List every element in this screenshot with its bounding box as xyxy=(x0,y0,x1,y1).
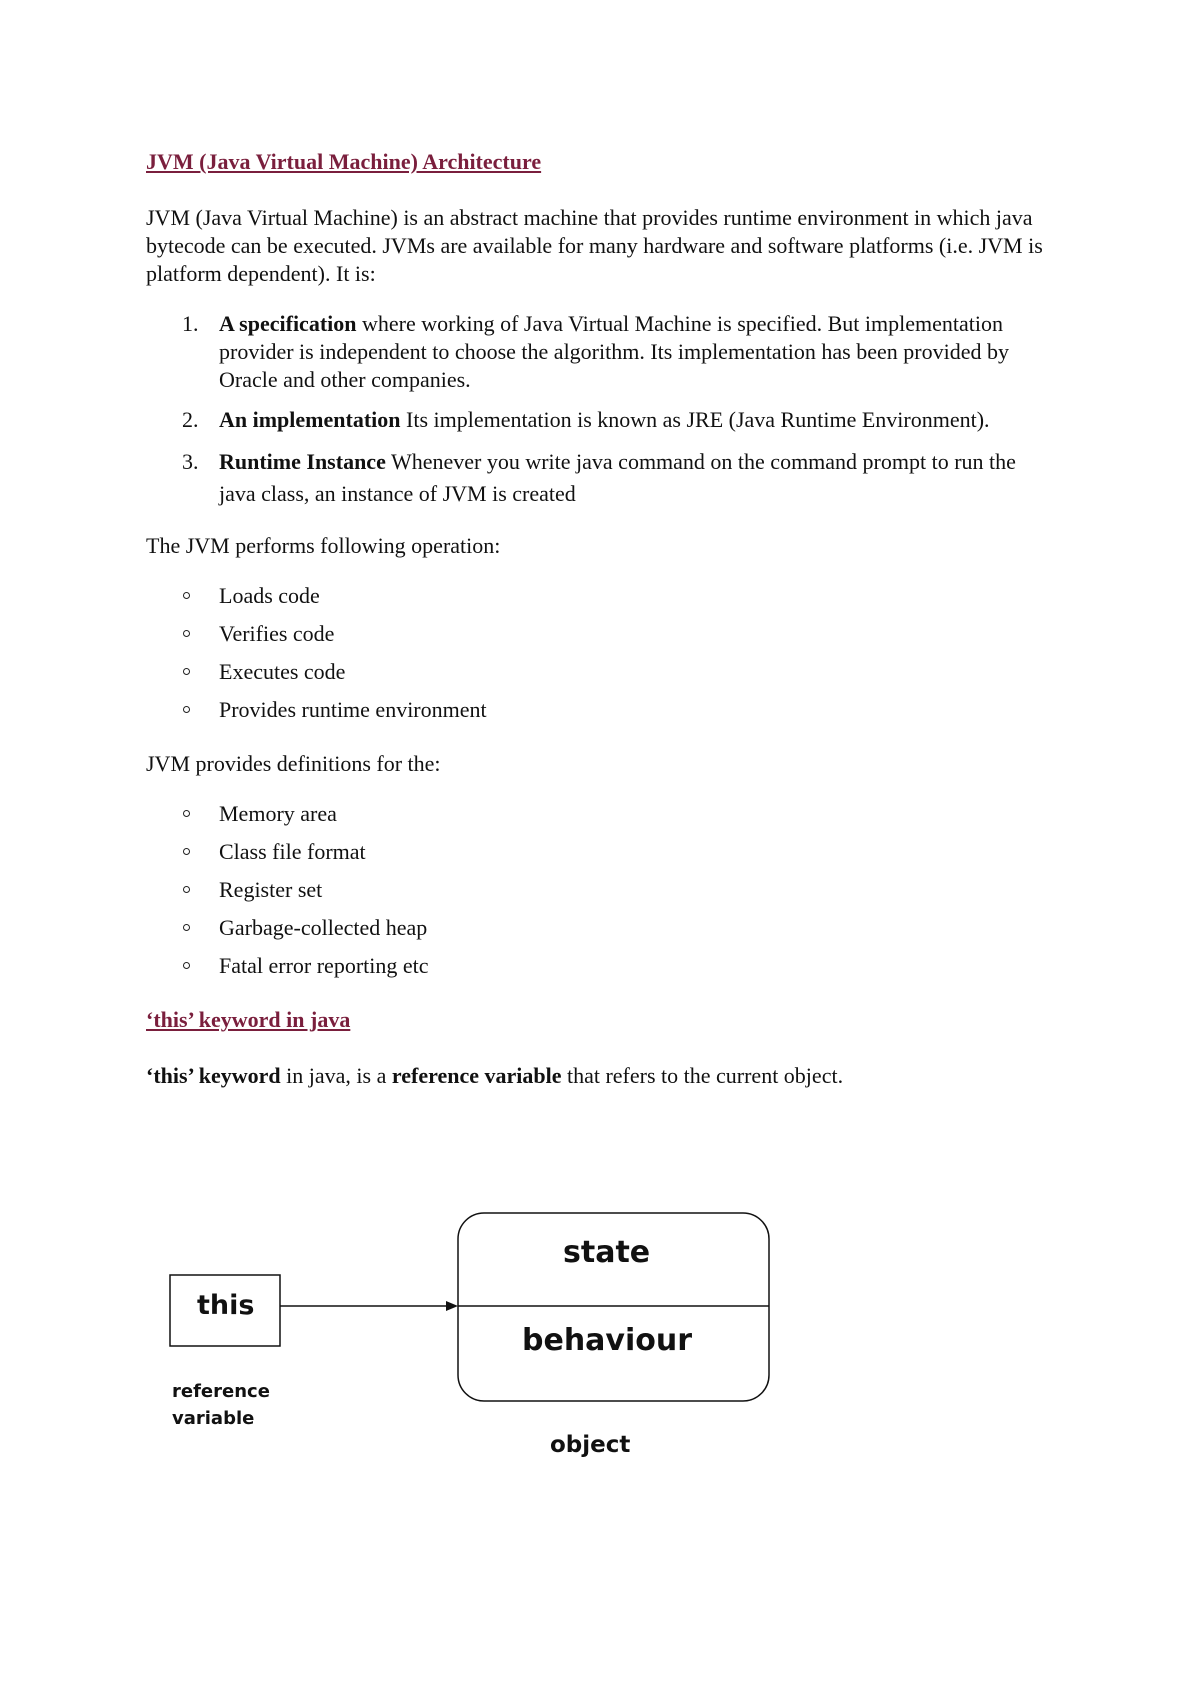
this-keyword-text-2: that refers to the current object. xyxy=(561,1063,844,1088)
item-number: 1. xyxy=(182,311,199,336)
list-item-text: Provides runtime environment xyxy=(219,697,487,722)
list-item-text: Loads code xyxy=(219,583,320,608)
this-keyword-term: ‘this’ keyword xyxy=(146,1063,281,1088)
reference-variable-label xyxy=(172,1378,270,1432)
item-text: where working of Java Virtual Machine is specified. But implementation provider is independent to choose the algorithm. Its implementation has been provided by Oracle and other companies. xyxy=(219,311,1009,392)
item-term: A specification xyxy=(219,311,357,336)
list-item-text: Class file format xyxy=(219,839,366,864)
this-keyword-heading: ‘this’ keyword in java xyxy=(146,1007,351,1032)
reference-label-line1: reference xyxy=(172,1381,270,1402)
object-label: object xyxy=(550,1432,631,1458)
state-label: state xyxy=(563,1235,651,1270)
reference-variable-term: reference variable xyxy=(391,1063,562,1088)
item-term: Runtime Instance xyxy=(219,449,386,474)
this-label: this xyxy=(197,1290,255,1321)
item-number: 3. xyxy=(182,449,199,474)
list-item-text: Fatal error reporting etc xyxy=(219,953,429,978)
operations-intro: The JVM performs following operation: xyxy=(146,533,501,558)
jvm-intro-paragraph: JVM (Java Virtual Machine) is an abstract machine that provides runtime environment in which java bytecode can be executed. JVMs are available for many hardware and software platforms (i.e. JVM is platform dependent). It is: xyxy=(146,205,1043,286)
list-item-text: Garbage-collected heap xyxy=(219,915,428,940)
item-term: An implementation xyxy=(219,407,401,432)
item-number: 2. xyxy=(182,407,199,432)
this-keyword-text-1: in java, is a xyxy=(280,1063,392,1088)
behaviour-label: behaviour xyxy=(522,1323,693,1358)
item-text: Its implementation is known as JRE (Java Runtime Environment). xyxy=(400,407,990,432)
list-item-text: Memory area xyxy=(219,801,337,826)
list-item-text: Executes code xyxy=(219,659,346,684)
definitions-intro: JVM provides definitions for the: xyxy=(146,751,441,776)
jvm-heading: JVM (Java Virtual Machine) Architecture xyxy=(146,149,542,174)
arrow-head-icon xyxy=(446,1301,458,1311)
item-text: Whenever you write java command on the command prompt to run the java class, an instance of JVM is created xyxy=(219,449,1016,506)
list-item-text: Register set xyxy=(219,877,323,902)
list-item-text: Verifies code xyxy=(219,621,335,646)
reference-label-line2: variable xyxy=(172,1408,255,1429)
